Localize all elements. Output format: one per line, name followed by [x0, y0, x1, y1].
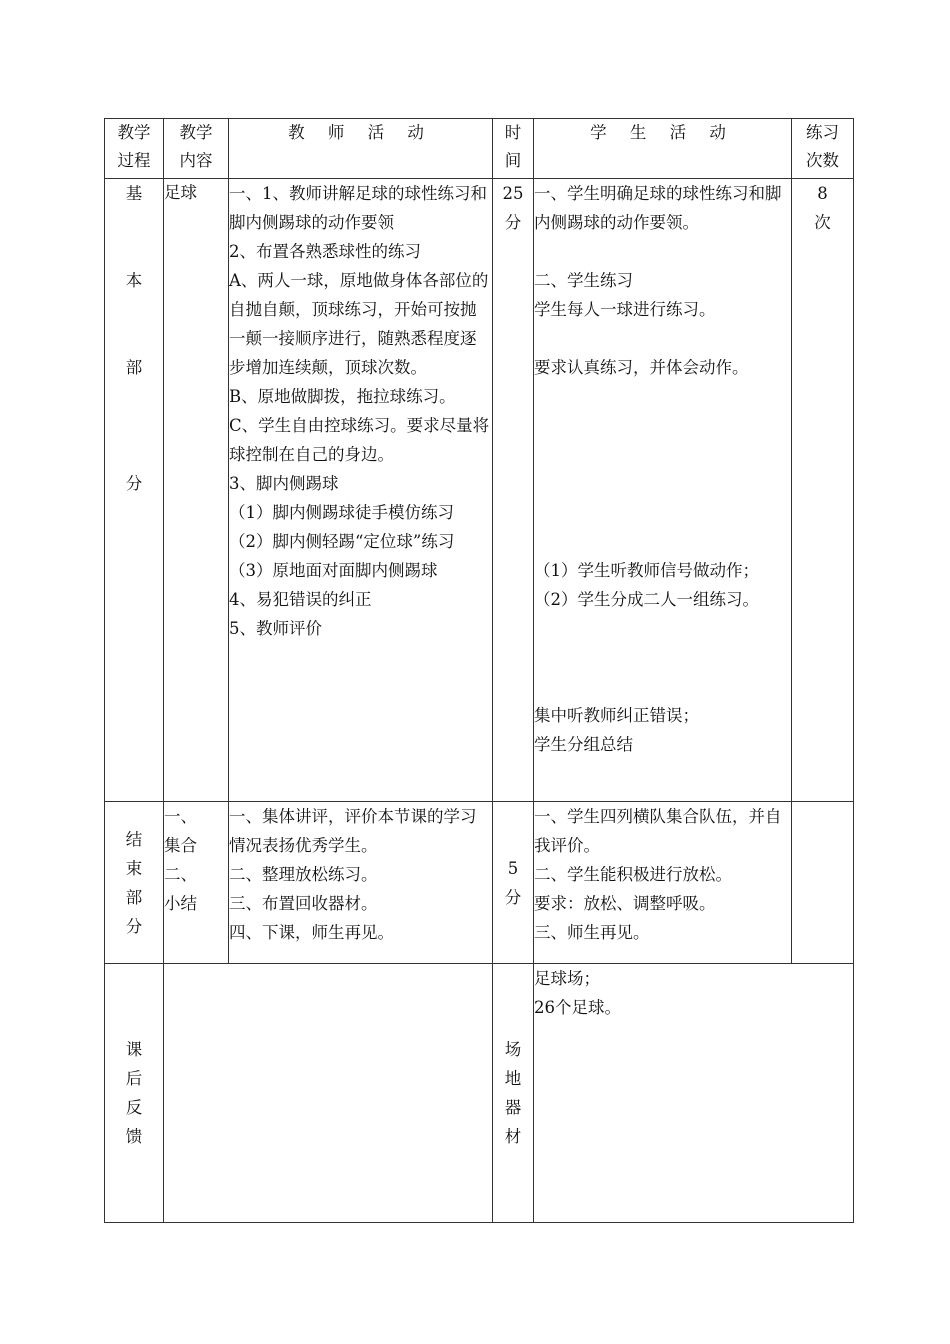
- header-process: 教学 过程: [105, 119, 164, 179]
- feedback-label: 课 后 反 馈: [105, 964, 164, 1223]
- end-category: 结 束 部 分: [105, 802, 164, 964]
- basic-practice-count: 8 次: [792, 179, 854, 802]
- end-section-row: [105, 802, 854, 964]
- header-time: 时 间: [493, 119, 534, 179]
- feedback-row: [105, 964, 854, 1223]
- header-row: [105, 119, 854, 179]
- end-content: 一、 集合 二、 小结: [164, 802, 229, 964]
- venue-equipment-label: 场 地 器 材: [493, 964, 534, 1223]
- lesson-plan-table: [104, 118, 854, 1223]
- header-teacher-activity: 教 师 活 动: [229, 119, 493, 179]
- end-student-activity: 一、学生四列横队集合队伍，并自我评价。 二、学生能积极进行放松。 要求：放松、调整呼吸。 三、师生再见。: [534, 802, 792, 964]
- basic-time: 25 分: [493, 179, 534, 802]
- basic-content: 足球: [164, 179, 229, 802]
- basic-section-row: [105, 179, 854, 802]
- basic-teacher-activity: 一、1、教师讲解足球的球性练习和脚内侧踢球的动作要领 2、布置各熟悉球性的练习 A、两人一球，原地做身体各部位的自抛自颠，顶球练习，开始可按抛一颠一接顺序进行，随熟悉程度逐步增加连续颠，顶球次数。 B、原地做脚拨，拖拉球练习。 C、学生自由控球练习。要求尽量将球控制在自己的身边。 3、脚内侧踢球 （1）脚内侧踢球徒手模仿练习 （2）脚内侧轻踢“定位球”练习 （3）原地面对面脚内侧踢球 4、易犯错误的纠正 5、教师评价: [229, 179, 493, 802]
- header-content: 教学 内容: [164, 119, 229, 179]
- end-teacher-activity: 一、集体讲评，评价本节课的学习情况表扬优秀学生。 二、整理放松练习。 三、布置回收器材。 四、下课，师生再见。: [229, 802, 493, 964]
- header-practice-count: 练习 次数: [792, 119, 854, 179]
- header-student-activity: 学 生 活 动: [534, 119, 792, 179]
- feedback-content: [164, 964, 493, 1223]
- venue-equipment-text: 足球场； 26个足球。: [534, 964, 854, 1223]
- basic-category: 基 本 部 分: [105, 179, 164, 802]
- end-time: 5 分: [493, 802, 534, 964]
- end-practice-count: [792, 802, 854, 964]
- basic-student-activity: 一、学生明确足球的球性练习和脚内侧踢球的动作要领。 二、学生练习 学生每人一球进行练习。 要求认真练习，并体会动作。 （1）学生听教师信号做动作； （2）学生分成二人一组练习。 集中听教师纠正错误； 学生分组总结: [534, 179, 792, 802]
